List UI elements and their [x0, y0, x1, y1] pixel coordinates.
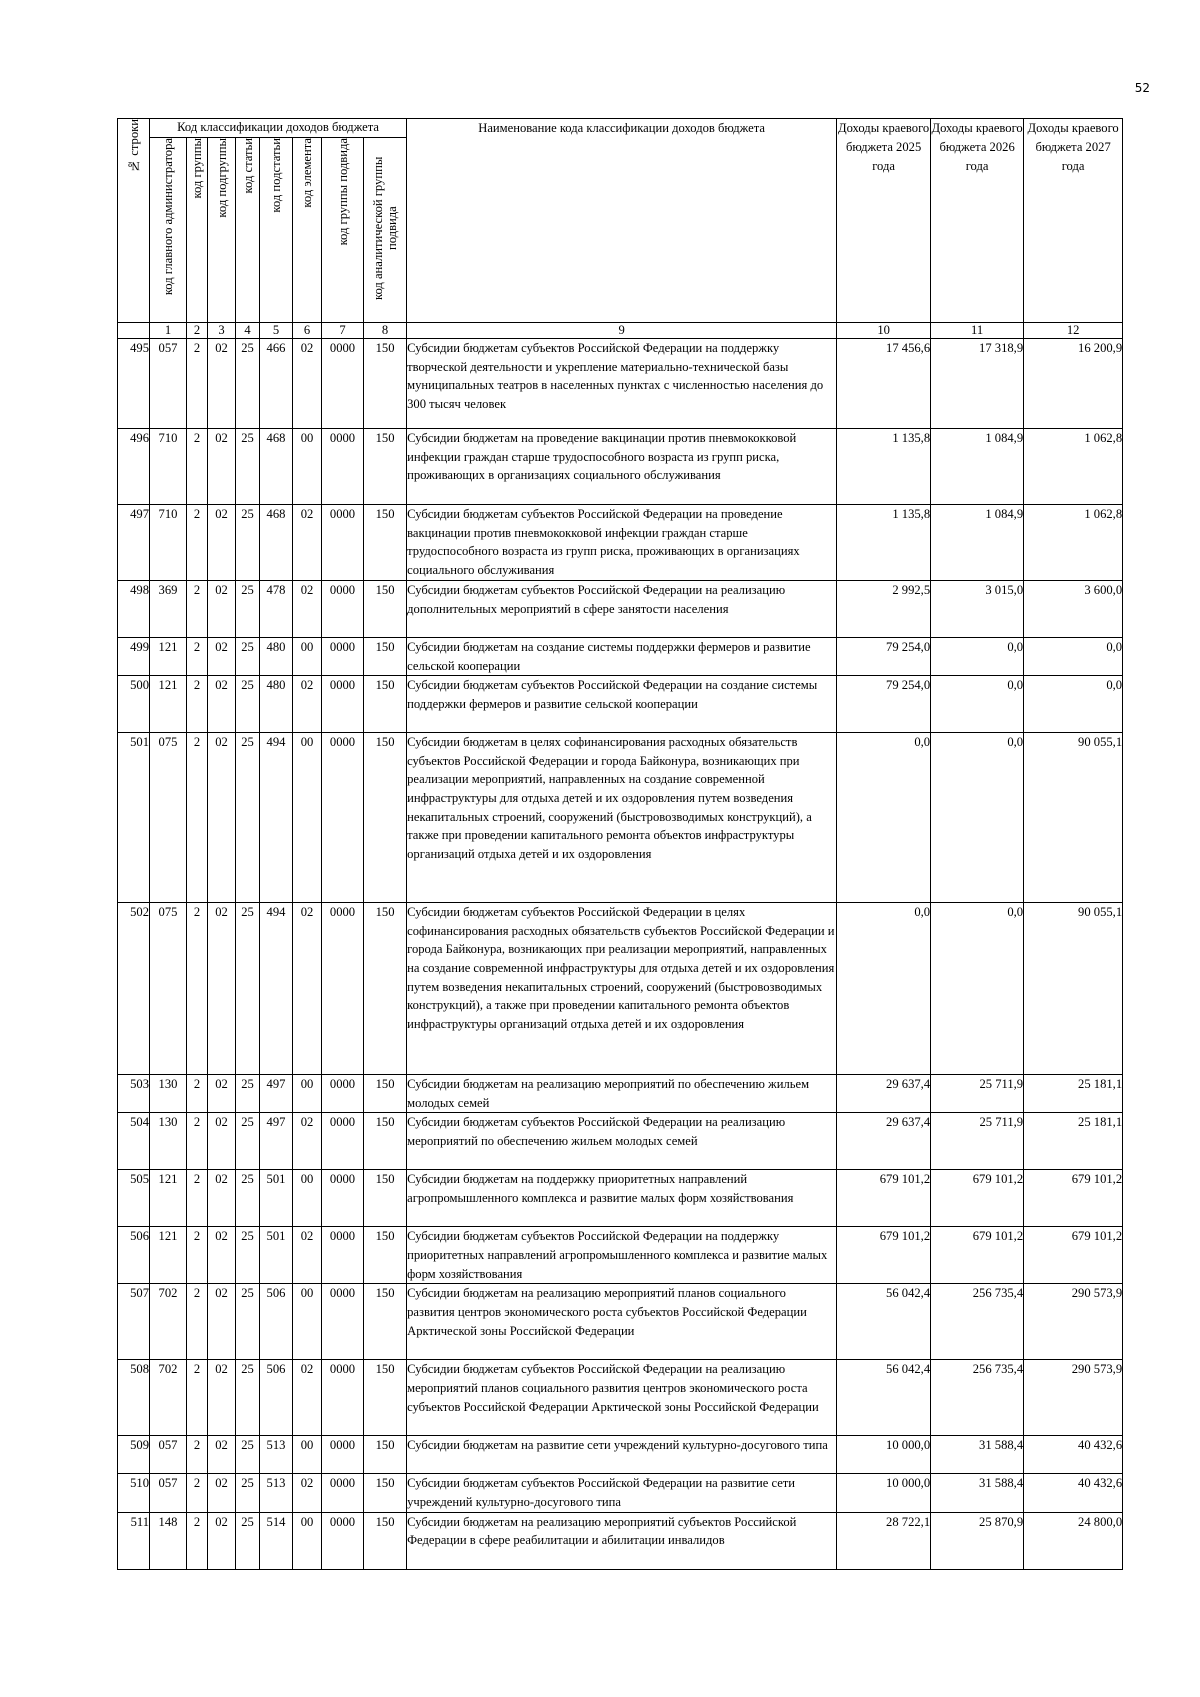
table-row — [118, 505, 1123, 581]
header-row-number: № строки — [118, 119, 150, 323]
analytic-group-code: 150 — [364, 1360, 407, 1436]
subarticle-code: 501 — [260, 1227, 293, 1284]
header-code-group: Код классификации доходов бюджета — [150, 119, 407, 138]
analytic-group-code: 150 — [364, 1075, 407, 1113]
page-number: 52 — [1134, 81, 1150, 95]
admin-code: 121 — [150, 638, 187, 676]
income-2027: 3 600,0 — [1024, 581, 1123, 638]
subtype-group-code: 0000 — [322, 429, 364, 505]
subtype-group-code: 0000 — [322, 1075, 364, 1113]
income-2027: 25 181,1 — [1024, 1075, 1123, 1113]
income-2026: 31 588,4 — [931, 1474, 1024, 1512]
subgroup-code: 02 — [208, 505, 236, 581]
column-number: 5 — [260, 323, 293, 339]
analytic-group-code: 150 — [364, 676, 407, 733]
income-2027: 25 181,1 — [1024, 1113, 1123, 1170]
header-income-2025: Доходы краевого бюджета 2025 года — [837, 119, 931, 323]
analytic-group-code: 150 — [364, 1284, 407, 1360]
income-2025: 0,0 — [837, 903, 931, 1075]
group-code: 2 — [187, 1170, 208, 1227]
subarticle-code: 501 — [260, 1170, 293, 1227]
table-row — [118, 581, 1123, 638]
article-code: 25 — [236, 581, 260, 638]
group-code: 2 — [187, 1113, 208, 1170]
income-2025: 679 101,2 — [837, 1227, 931, 1284]
group-code: 2 — [187, 903, 208, 1075]
column-number: 12 — [1024, 323, 1123, 339]
header-income-2026: Доходы краевого бюджета 2026 года — [931, 119, 1024, 323]
row-number: 509 — [118, 1436, 150, 1474]
article-code: 25 — [236, 1360, 260, 1436]
group-code: 2 — [187, 1284, 208, 1360]
element-code: 00 — [293, 1075, 322, 1113]
admin-code: 057 — [150, 1474, 187, 1512]
income-2025: 79 254,0 — [837, 638, 931, 676]
table-row — [118, 676, 1123, 733]
row-number: 498 — [118, 581, 150, 638]
element-code: 02 — [293, 1360, 322, 1436]
subarticle-code: 514 — [260, 1512, 293, 1569]
article-code: 25 — [236, 1227, 260, 1284]
income-code-name: Субсидии бюджетам на создание системы поддержки фермеров и развитие сельской кооперации — [407, 638, 837, 676]
column-number: 4 — [236, 323, 260, 339]
income-2025: 28 722,1 — [837, 1512, 931, 1569]
admin-code: 057 — [150, 339, 187, 429]
subtype-group-code: 0000 — [322, 1360, 364, 1436]
income-2025: 17 456,6 — [837, 339, 931, 429]
income-code-name: Субсидии бюджетам на развитие сети учреждений культурно-досугового типа — [407, 1436, 837, 1474]
analytic-group-code: 150 — [364, 1170, 407, 1227]
admin-code: 710 — [150, 505, 187, 581]
subtype-group-code: 0000 — [322, 1227, 364, 1284]
analytic-group-code: 150 — [364, 505, 407, 581]
subgroup-code: 02 — [208, 1360, 236, 1436]
analytic-group-code: 150 — [364, 1113, 407, 1170]
income-2026: 3 015,0 — [931, 581, 1024, 638]
subgroup-code: 02 — [208, 1113, 236, 1170]
row-number: 499 — [118, 638, 150, 676]
income-code-name: Субсидии бюджетам на реализацию мероприятий планов социального развития центров экономического роста субъектов Российской Федерации Арктической зоны Российской Федерации — [407, 1284, 837, 1360]
row-number: 502 — [118, 903, 150, 1075]
income-code-name: Субсидии бюджетам на поддержку приоритетных направлений агропромышленного комплекса и развитие малых форм хозяйствования — [407, 1170, 837, 1227]
admin-code: 057 — [150, 1436, 187, 1474]
subtype-group-code: 0000 — [322, 903, 364, 1075]
admin-code: 369 — [150, 581, 187, 638]
income-2027: 1 062,8 — [1024, 505, 1123, 581]
article-code: 25 — [236, 1512, 260, 1569]
article-code: 25 — [236, 1170, 260, 1227]
income-2026: 256 735,4 — [931, 1360, 1024, 1436]
analytic-group-code: 150 — [364, 903, 407, 1075]
subtype-group-code: 0000 — [322, 581, 364, 638]
table-row — [118, 1474, 1123, 1512]
subtype-group-code: 0000 — [322, 1436, 364, 1474]
group-code: 2 — [187, 676, 208, 733]
analytic-group-code: 150 — [364, 581, 407, 638]
subarticle-code: 478 — [260, 581, 293, 638]
group-code: 2 — [187, 581, 208, 638]
subtype-group-code: 0000 — [322, 733, 364, 903]
income-code-name: Субсидии бюджетам субъектов Российской Федерации на реализацию мероприятий по обеспечению жильем молодых семей — [407, 1113, 837, 1170]
row-number: 507 — [118, 1284, 150, 1360]
article-code: 25 — [236, 505, 260, 581]
income-code-name: Субсидии бюджетам в целях софинансирования расходных обязательств субъектов Российской Федерации и города Байконура, возникающих при реализации мероприятий, направленных на создание современной инфраструктуры для отдыха детей и их оздоровления путем возведения некапитальных строений, сооружений (быстровозводимых конструкций), а также при проведении капитального ремонта объектов инфраструктуры организаций отдыха детей и их оздоровления — [407, 733, 837, 903]
subgroup-code: 02 — [208, 1284, 236, 1360]
income-code-name: Субсидии бюджетам субъектов Российской Федерации в целях софинансирования расходных обязательств субъектов Российской Федерации и города Байконура, возникающих при реализации мероприятий, направленных на создание современной инфраструктуры для отдыха детей и их оздоровления путем возведения некапитальных строений, сооружений (быстровозводимых конструкций), а также при проведении капитального ремонта объектов инфраструктуры организаций отдыха детей и их оздоровления — [407, 903, 837, 1075]
group-code: 2 — [187, 1436, 208, 1474]
subgroup-code: 02 — [208, 1512, 236, 1569]
income-2027: 40 432,6 — [1024, 1436, 1123, 1474]
row-number: 497 — [118, 505, 150, 581]
row-number: 511 — [118, 1512, 150, 1569]
subarticle-code: 513 — [260, 1474, 293, 1512]
income-2025: 10 000,0 — [837, 1474, 931, 1512]
column-number: 10 — [837, 323, 931, 339]
element-code: 02 — [293, 1227, 322, 1284]
subgroup-code: 02 — [208, 581, 236, 638]
subtype-group-code: 0000 — [322, 638, 364, 676]
subtype-group-code: 0000 — [322, 339, 364, 429]
income-2026: 0,0 — [931, 676, 1024, 733]
group-code: 2 — [187, 1360, 208, 1436]
group-code: 2 — [187, 1512, 208, 1569]
column-number: 2 — [187, 323, 208, 339]
income-2026: 256 735,4 — [931, 1284, 1024, 1360]
subarticle-code: 468 — [260, 429, 293, 505]
subgroup-code: 02 — [208, 429, 236, 505]
income-2026: 679 101,2 — [931, 1170, 1024, 1227]
table-row — [118, 638, 1123, 676]
subgroup-code: 02 — [208, 903, 236, 1075]
admin-code: 130 — [150, 1113, 187, 1170]
group-code: 2 — [187, 1075, 208, 1113]
subgroup-code: 02 — [208, 1227, 236, 1284]
group-code: 2 — [187, 638, 208, 676]
element-code: 00 — [293, 638, 322, 676]
income-2026: 25 711,9 — [931, 1075, 1024, 1113]
analytic-group-code: 150 — [364, 638, 407, 676]
subgroup-code: 02 — [208, 1170, 236, 1227]
header-element-code: код элемента — [293, 138, 322, 323]
subarticle-code: 506 — [260, 1360, 293, 1436]
group-code: 2 — [187, 505, 208, 581]
analytic-group-code: 150 — [364, 429, 407, 505]
table-row — [118, 1360, 1123, 1436]
group-code: 2 — [187, 1474, 208, 1512]
header-article-code: код статьи — [236, 138, 260, 323]
article-code: 25 — [236, 339, 260, 429]
income-code-name: Субсидии бюджетам субъектов Российской Федерации на развитие сети учреждений культурно-досугового типа — [407, 1474, 837, 1512]
element-code: 00 — [293, 1436, 322, 1474]
income-2027: 16 200,9 — [1024, 339, 1123, 429]
subarticle-code: 497 — [260, 1113, 293, 1170]
income-2026: 17 318,9 — [931, 339, 1024, 429]
income-2025: 1 135,8 — [837, 505, 931, 581]
admin-code: 121 — [150, 1227, 187, 1284]
element-code: 02 — [293, 581, 322, 638]
header-subgroup-code: код подгруппы — [208, 138, 236, 323]
analytic-group-code: 150 — [364, 1227, 407, 1284]
column-number-row — [118, 323, 1123, 339]
group-code: 2 — [187, 733, 208, 903]
column-number: 1 — [150, 323, 187, 339]
income-code-name: Субсидии бюджетам субъектов Российской Федерации на реализацию мероприятий планов социального развития центров экономического роста субъектов Российской Федерации Арктической зоны Российской Федерации — [407, 1360, 837, 1436]
income-2027: 0,0 — [1024, 638, 1123, 676]
analytic-group-code: 150 — [364, 1474, 407, 1512]
table-row — [118, 903, 1123, 1075]
article-code: 25 — [236, 638, 260, 676]
subgroup-code: 02 — [208, 339, 236, 429]
article-code: 25 — [236, 903, 260, 1075]
analytic-group-code: 150 — [364, 1512, 407, 1569]
subarticle-code: 468 — [260, 505, 293, 581]
row-number: 510 — [118, 1474, 150, 1512]
article-code: 25 — [236, 1474, 260, 1512]
subarticle-code: 506 — [260, 1284, 293, 1360]
element-code: 02 — [293, 676, 322, 733]
income-2026: 0,0 — [931, 733, 1024, 903]
row-number: 503 — [118, 1075, 150, 1113]
admin-code: 710 — [150, 429, 187, 505]
row-number: 500 — [118, 676, 150, 733]
table-body — [118, 339, 1123, 1570]
income-code-name: Субсидии бюджетам субъектов Российской Федерации на создание системы поддержки фермеров и развитие сельской кооперации — [407, 676, 837, 733]
income-2027: 1 062,8 — [1024, 429, 1123, 505]
income-2026: 31 588,4 — [931, 1436, 1024, 1474]
article-code: 25 — [236, 1284, 260, 1360]
header-analytic-group-code: код аналитической группы подвида — [364, 138, 407, 323]
income-2025: 79 254,0 — [837, 676, 931, 733]
header-subtype-group-code: код группы подвида — [322, 138, 364, 323]
subarticle-code: 480 — [260, 638, 293, 676]
group-code: 2 — [187, 339, 208, 429]
table-row — [118, 733, 1123, 903]
group-code: 2 — [187, 1227, 208, 1284]
income-code-name: Субсидии бюджетам субъектов Российской Федерации на поддержку творческой деятельности и укрепление материально-технической базы муниципальных театров в населенных пунктах с численностью населения до 300 тысяч человек — [407, 339, 837, 429]
admin-code: 075 — [150, 733, 187, 903]
header-admin-code: код главного администратора — [150, 138, 187, 323]
income-2027: 290 573,9 — [1024, 1284, 1123, 1360]
element-code: 02 — [293, 903, 322, 1075]
subtype-group-code: 0000 — [322, 1170, 364, 1227]
admin-code: 075 — [150, 903, 187, 1075]
group-code: 2 — [187, 429, 208, 505]
income-2025: 679 101,2 — [837, 1170, 931, 1227]
subarticle-code: 513 — [260, 1436, 293, 1474]
subtype-group-code: 0000 — [322, 676, 364, 733]
column-number: 9 — [407, 323, 837, 339]
header-income-2027: Доходы краевого бюджета 2027 года — [1024, 119, 1123, 323]
article-code: 25 — [236, 676, 260, 733]
column-number: 11 — [931, 323, 1024, 339]
subtype-group-code: 0000 — [322, 505, 364, 581]
income-code-name: Субсидии бюджетам на реализацию мероприятий по обеспечению жильем молодых семей — [407, 1075, 837, 1113]
subtype-group-code: 0000 — [322, 1284, 364, 1360]
income-2026: 0,0 — [931, 903, 1024, 1075]
subtype-group-code: 0000 — [322, 1113, 364, 1170]
table-row — [118, 1512, 1123, 1569]
subarticle-code: 494 — [260, 733, 293, 903]
article-code: 25 — [236, 1113, 260, 1170]
income-2026: 679 101,2 — [931, 1227, 1024, 1284]
admin-code: 702 — [150, 1360, 187, 1436]
analytic-group-code: 150 — [364, 733, 407, 903]
subtype-group-code: 0000 — [322, 1474, 364, 1512]
table-row — [118, 1436, 1123, 1474]
header-group-code: код группы — [187, 138, 208, 323]
row-number: 504 — [118, 1113, 150, 1170]
income-2025: 10 000,0 — [837, 1436, 931, 1474]
row-number: 505 — [118, 1170, 150, 1227]
column-number: 8 — [364, 323, 407, 339]
income-2027: 24 800,0 — [1024, 1512, 1123, 1569]
analytic-group-code: 150 — [364, 339, 407, 429]
element-code: 00 — [293, 1284, 322, 1360]
row-number: 495 — [118, 339, 150, 429]
income-2025: 56 042,4 — [837, 1284, 931, 1360]
table-row — [118, 429, 1123, 505]
subgroup-code: 02 — [208, 676, 236, 733]
income-code-name: Субсидии бюджетам на реализацию мероприятий субъектов Российской Федерации в сфере реабилитации и абилитации инвалидов — [407, 1512, 837, 1569]
column-number: 6 — [293, 323, 322, 339]
income-2027: 679 101,2 — [1024, 1170, 1123, 1227]
table-row — [118, 339, 1123, 429]
header-subarticle-code: код подстатьи — [260, 138, 293, 323]
income-2025: 56 042,4 — [837, 1360, 931, 1436]
table-row — [118, 1075, 1123, 1113]
subgroup-code: 02 — [208, 1075, 236, 1113]
row-number: 501 — [118, 733, 150, 903]
row-number: 506 — [118, 1227, 150, 1284]
income-2026: 0,0 — [931, 638, 1024, 676]
article-code: 25 — [236, 1075, 260, 1113]
subtype-group-code: 0000 — [322, 1512, 364, 1569]
budget-income-table — [117, 118, 1123, 1570]
income-2025: 0,0 — [837, 733, 931, 903]
element-code: 00 — [293, 429, 322, 505]
income-2027: 40 432,6 — [1024, 1474, 1123, 1512]
analytic-group-code: 150 — [364, 1436, 407, 1474]
income-code-name: Субсидии бюджетам на проведение вакцинации против пневмококковой инфекции граждан старше трудоспособного возраста из групп риска, проживающих в организациях социального обслуживания — [407, 429, 837, 505]
table-row — [118, 1227, 1123, 1284]
subgroup-code: 02 — [208, 733, 236, 903]
row-number: 508 — [118, 1360, 150, 1436]
element-code: 02 — [293, 1113, 322, 1170]
table-row — [118, 1170, 1123, 1227]
article-code: 25 — [236, 1436, 260, 1474]
income-code-name: Субсидии бюджетам субъектов Российской Федерации на проведение вакцинации против пневмококковой инфекции граждан старше трудоспособного возраста из групп риска, проживающих в организациях социального обслуживания — [407, 505, 837, 581]
element-code: 00 — [293, 733, 322, 903]
income-2025: 2 992,5 — [837, 581, 931, 638]
income-2026: 1 084,9 — [931, 429, 1024, 505]
subgroup-code: 02 — [208, 638, 236, 676]
article-code: 25 — [236, 733, 260, 903]
income-2026: 25 711,9 — [931, 1113, 1024, 1170]
income-code-name: Субсидии бюджетам субъектов Российской Федерации на поддержку приоритетных направлений агропромышленного комплекса и развитие малых форм хозяйствования — [407, 1227, 837, 1284]
article-code: 25 — [236, 429, 260, 505]
income-2025: 29 637,4 — [837, 1113, 931, 1170]
header-code-name: Наименование кода классификации доходов бюджета — [407, 119, 837, 323]
subarticle-code: 494 — [260, 903, 293, 1075]
income-2025: 1 135,8 — [837, 429, 931, 505]
row-number: 496 — [118, 429, 150, 505]
column-number: 3 — [208, 323, 236, 339]
income-2025: 29 637,4 — [837, 1075, 931, 1113]
admin-code: 148 — [150, 1512, 187, 1569]
admin-code: 121 — [150, 1170, 187, 1227]
admin-code: 130 — [150, 1075, 187, 1113]
subarticle-code: 466 — [260, 339, 293, 429]
subarticle-code: 480 — [260, 676, 293, 733]
column-number: 7 — [322, 323, 364, 339]
table-row — [118, 1113, 1123, 1170]
income-2026: 25 870,9 — [931, 1512, 1024, 1569]
income-code-name: Субсидии бюджетам субъектов Российской Федерации на реализацию дополнительных мероприятий в сфере занятости населения — [407, 581, 837, 638]
admin-code: 702 — [150, 1284, 187, 1360]
admin-code: 121 — [150, 676, 187, 733]
element-code: 02 — [293, 505, 322, 581]
subarticle-code: 497 — [260, 1075, 293, 1113]
table-row — [118, 1284, 1123, 1360]
element-code: 02 — [293, 1474, 322, 1512]
subgroup-code: 02 — [208, 1474, 236, 1512]
element-code: 00 — [293, 1512, 322, 1569]
income-2027: 679 101,2 — [1024, 1227, 1123, 1284]
income-2026: 1 084,9 — [931, 505, 1024, 581]
income-2027: 90 055,1 — [1024, 903, 1123, 1075]
income-2027: 290 573,9 — [1024, 1360, 1123, 1436]
subgroup-code: 02 — [208, 1436, 236, 1474]
element-code: 00 — [293, 1170, 322, 1227]
element-code: 02 — [293, 339, 322, 429]
income-2027: 0,0 — [1024, 676, 1123, 733]
income-2027: 90 055,1 — [1024, 733, 1123, 903]
